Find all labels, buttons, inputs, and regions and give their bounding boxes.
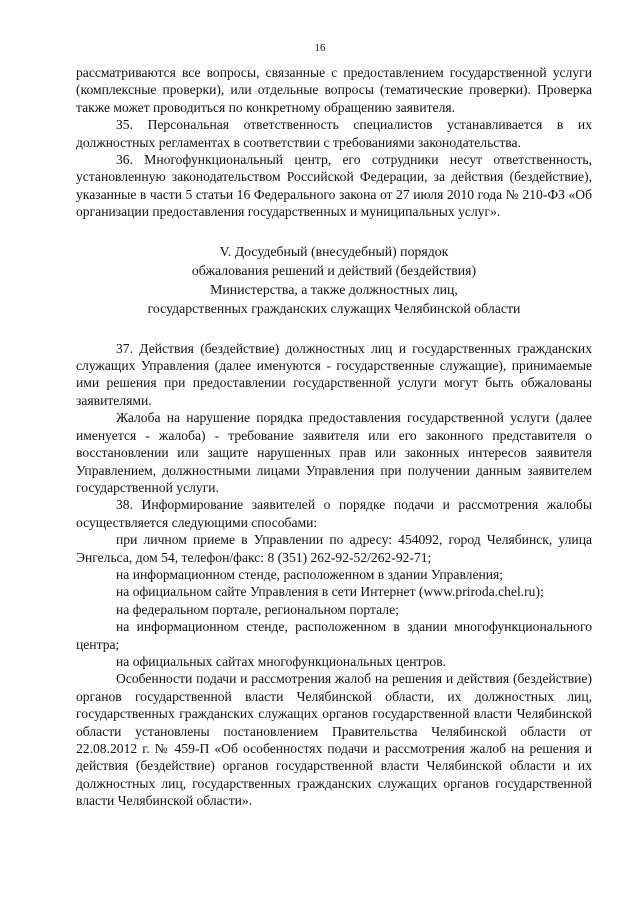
list-item-official-site: на официальном сайте Управления в сети Интернет (www.priroda.chel.ru); xyxy=(116,584,544,600)
list-item-info-stand: на информационном стенде, расположенном в здании Управления; xyxy=(116,566,504,582)
section-heading-line-4: государственных гражданских служащих Челябинской области xyxy=(147,300,521,316)
section-heading-line-3: Министерства, а также должностных лиц, xyxy=(210,281,458,297)
list-item-personal-reception: при личном приеме в Управлении по адресу: 454092, город Челябинск, улица Энгельса, дом 54, телефон/факс: 8 (351) 262-92-52/262-92-71; xyxy=(76,532,592,565)
paragraph-38: 38. Информирование заявителей о порядке подачи и рассмотрения жалобы осуществляется следующими способами: xyxy=(76,497,592,530)
section-heading-line-1: V. Досудебный (внесудебный) порядок xyxy=(219,243,449,259)
paragraph-37: 37. Действия (бездействие) должностных лиц и государственных гражданских служащих Управления (далее именуются - государственные служащие), принимаемые ими решения при предоставлении государственной услуги могут быть обжалованы заявителями. xyxy=(76,340,592,408)
list-item-portal: на федеральном портале, региональном портале; xyxy=(116,601,399,617)
section-heading xyxy=(76,242,592,318)
paragraph-features: Особенности подачи и рассмотрения жалоб на решения и действия (бездействие) органов государственной власти Челябинской области, их должностных лиц, государственных гражданских служащих органов государственной власти Челябинской области установлены постановлением Правительства Челябинской области от 22.08.2012 г. № 459-П «Об особенностях подачи и рассмотрения жалоб на решения и действия (бездействие) органов государственной власти Челябинской области и их должностных лиц, государственных гражданских служащих органов государственной власти Челябинской области». xyxy=(76,671,592,809)
paragraph-complaint-definition: Жалоба на нарушение порядка предоставления государственной услуги (далее именуется - жалоба) - требование заявителя или его законного представителя о восстановлении или защите нарушенных прав или законных интересов заявителя Управлением, должностными лицами Управления при получении данным заявителем государственной услуги. xyxy=(76,410,592,495)
paragraph-36: 36. Многофункциональный центр, его сотрудники несут ответственность, установленную законодательством Российской Федерации, за действия (бездействие), указанные в части 5 статьи 16 Федерального закона от 27 июля 2010 года № 210-ФЗ «Об организации предоставления государственных и муниципальных услуг». xyxy=(76,152,592,220)
paragraph-continuation: рассматриваются все вопросы, связанные с предоставлением государственной услуги (комплексные проверки), или отдельные вопросы (тематические проверки). Проверка также может проводиться по конкретному обращению заявителя. xyxy=(76,65,592,115)
section-heading-line-2: обжалования решений и действий (бездействия) xyxy=(191,262,477,278)
document-body xyxy=(76,64,592,810)
paragraph-35: 35. Персональная ответственность специалистов устанавливается в их должностных регламентах в соответствии с требованиями законодательства. xyxy=(76,117,592,150)
list-item-mfc-sites: на официальных сайтах многофункциональных центров. xyxy=(116,653,447,669)
list-item-mfc-stand: на информационном стенде, расположенном в здании многофункционального центра; xyxy=(76,619,592,652)
page-number: 16 xyxy=(314,42,326,54)
